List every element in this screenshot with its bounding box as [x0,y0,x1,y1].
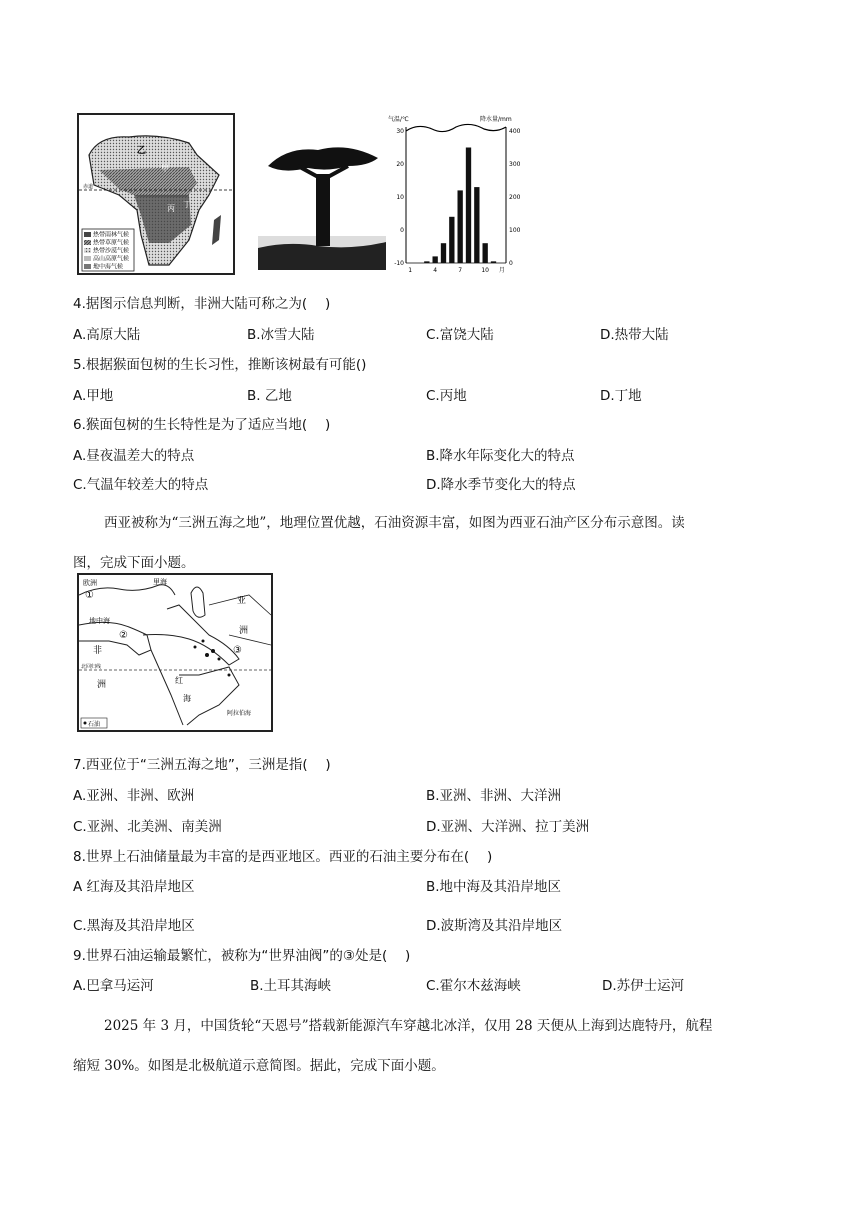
left-tick-label: 10 [396,194,404,201]
map-label-europe: 欧洲 [83,579,97,587]
map-legend [82,229,134,271]
baobab-tree-image [258,136,386,270]
q4-option-d[interactable]: D.热带大陆 [600,327,669,343]
map-label-red-2: 海 [183,694,191,703]
map-label-asia-2: 洲 [239,626,249,636]
map-label-equator: 赤道 [83,184,94,190]
map-marker-3: ③ [233,645,242,656]
q8-option-a[interactable]: A 红海及其沿岸地区 [73,879,195,895]
x-tick-label: 1 [408,267,413,274]
map-label-red-1: 红 [175,676,183,685]
right-tick-label: 0 [509,260,513,267]
map-label-mediterranean: 地中海 [89,617,110,625]
right-tick-label: 400 [509,128,520,135]
legend-item: 地中海气候 [93,263,124,271]
x-tick-label: 10 [481,267,489,274]
q9-option-c[interactable]: C.霍尔木兹海峡 [426,978,521,994]
x-tick-label: 7 [458,267,463,274]
precip-bar [466,148,471,264]
q4-option-b[interactable]: B.冰雪大陆 [247,327,315,343]
left-tick-label: -10 [394,260,404,267]
africa-climate-map [77,113,235,275]
q6-option-b[interactable]: B.降水年际变化大的特点 [426,448,575,464]
right-tick-label: 100 [509,227,520,234]
q9-option-b[interactable]: B.土耳其海峡 [250,978,332,994]
q4-option-a[interactable]: A.高原大陆 [73,327,141,343]
map-label-asia-1: 亚 [237,596,247,606]
x-tick-label: 4 [433,267,438,274]
legend-item: 热带草原气候 [93,239,130,247]
map-marker-2: ② [119,630,128,641]
map-label-yi: 乙 [137,146,147,156]
legend-item: 高山高原气候 [93,255,130,263]
question-8: 8.世界上石油储量最为丰富的是西亚地区。西亚的石油主要分布在( ) [73,849,493,865]
map-label-ding: 丁 [183,200,191,209]
west-asia-oil-map [77,573,273,732]
q9-option-a[interactable]: A.巴拿马运河 [73,978,154,994]
arctic-passage-line2: 缩短 30%。如图是北极航道示意简图。据此，完成下面小题。 [73,1058,445,1074]
climate-chart [388,113,520,275]
precip-bar [433,256,438,263]
q6-option-c[interactable]: C.气温年较差大的特点 [73,477,209,493]
q7-option-c[interactable]: C.亚洲、北美洲、南美洲 [73,819,222,835]
map-label-africa-1: 非 [93,646,103,656]
legend-item: 热带沙漠气候 [93,247,130,255]
map-label-bing: 丙 [167,204,175,213]
westasia-passage-line2: 图，完成下面小题。 [73,555,195,571]
westasia-passage-line1: 西亚被称为“三洲五海之地”，地理位置优越，石油资源丰富，如图为西亚石油产区分布示意图。读 [104,515,685,531]
q8-option-c[interactable]: C.黑海及其沿岸地区 [73,918,195,934]
map-label-tropic: 北回归线 [81,664,102,670]
precip-bar [458,190,463,263]
q6-option-d[interactable]: D.降水季节变化大的特点 [426,477,576,493]
right-tick-label: 200 [509,194,520,201]
precip-bar [441,243,446,263]
legend-item: 热带雨林气候 [93,231,130,239]
arctic-passage-line1: 2025 年 3 月，中国货轮“天恩号”搭载新能源汽车穿越北冰洋，仅用 28 天便从上海到达鹿特丹，航程 [104,1018,713,1034]
precip-bar [491,261,496,263]
q5-option-b[interactable]: B. 乙地 [247,388,292,404]
q9-option-d[interactable]: D.苏伊士运河 [602,978,685,994]
q7-option-a[interactable]: A.亚洲、非洲、欧洲 [73,788,195,804]
right-tick-label: 300 [509,161,520,168]
left-tick-label: 20 [396,161,404,168]
q8-option-d[interactable]: D.波斯湾及其沿岸地区 [426,918,563,934]
question-4: 4.据图示信息判断，非洲大陆可称之为( ) [73,296,331,312]
precip-bar [483,243,488,263]
precip-bar [449,217,454,263]
map-marker-1: ① [85,590,94,601]
q7-option-d[interactable]: D.亚洲、大洋洲、拉丁美洲 [426,819,590,835]
q5-option-c[interactable]: C.丙地 [426,388,467,404]
q8-option-b[interactable]: B.地中海及其沿岸地区 [426,879,562,895]
question-5: 5.根据猴面包树的生长习性，推断该树最有可能() [73,357,367,373]
precip-bar [424,261,429,263]
q5-option-a[interactable]: A.甲地 [73,388,114,404]
question-6: 6.猴面包树的生长特性是为了适应当地( ) [73,417,331,433]
temperature-curve [406,124,506,131]
map-label-jia: 甲 [161,164,169,173]
q5-option-d[interactable]: D.丁地 [600,388,642,404]
precip-bar [474,187,479,263]
left-tick-label: 0 [400,227,404,234]
chart-ylabel-right: 降水量/mm [480,116,512,123]
x-tick-label: 月 [498,267,505,274]
map-label-caspian: 里海 [153,578,167,586]
map-legend-oil: 石油 [88,721,101,728]
map-label-africa-2: 洲 [97,680,107,690]
q6-option-a[interactable]: A.昼夜温差大的特点 [73,448,195,464]
q7-option-b[interactable]: B.亚洲、非洲、大洋洲 [426,788,562,804]
question-9: 9.世界石油运输最繁忙，被称为“世界油阀”的③处是( ) [73,948,411,964]
chart-ylabel-left: 气温/℃ [388,116,409,123]
question-7: 7.西亚位于“三洲五海之地”，三洲是指( ) [73,757,331,773]
q4-option-c[interactable]: C.富饶大陆 [426,327,494,343]
map-label-arabian-sea: 阿拉伯海 [227,710,252,717]
left-tick-label: 30 [396,128,404,135]
